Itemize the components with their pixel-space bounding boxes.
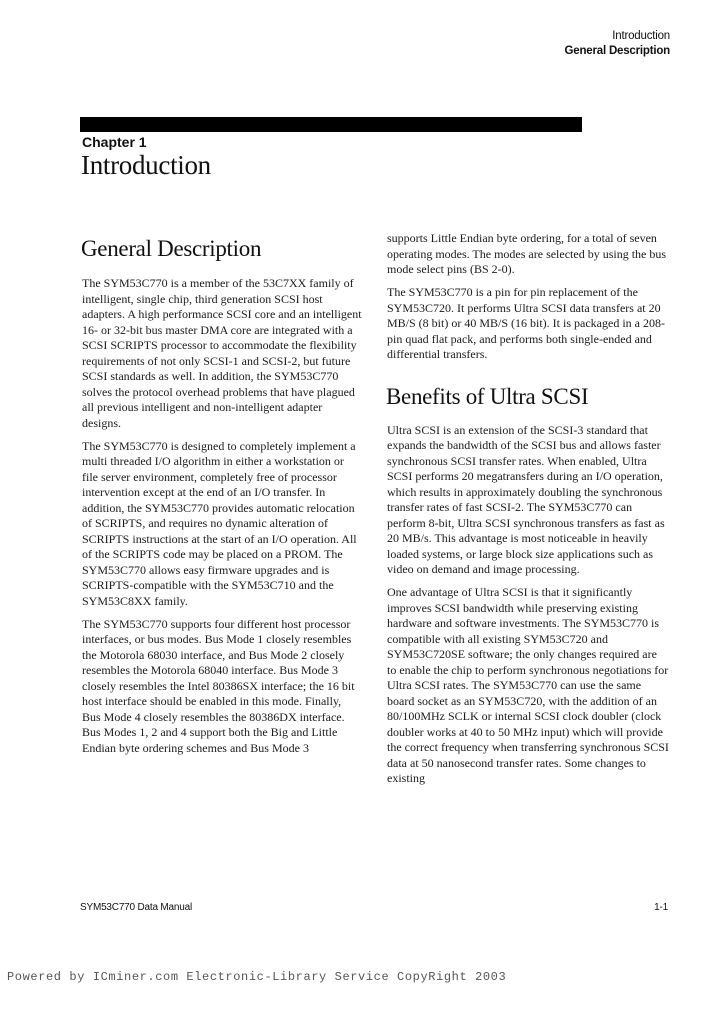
right-column: [387, 231, 669, 794]
paragraph: The SYM53C770 is designed to completely implement a multi threaded I/O algorithm in either a workstation or file server environment, completely free of processor intervention except at the end of an I/O transfer. In addition, the SYM53C770 provides automatic relocation of SCRIPTS, and requires no dynamic alteration of SCRIPTS instructions at the start of an I/O operation. All of the SCRIPTS code may be placed on a PROM. The SYM53C770 allows easy firmware upgrades and is SCRIPTS-compatible with the SYM53C710 and the SYM53C8XX family.: [82, 438, 357, 608]
paragraph: One advantage of Ultra SCSI is that it significantly improves SCSI bandwidth while preserving existing hardware and software investments. The SYM53C770 is compatible with all existing SYM53C720 and SYM53C720SE software; the only changes required are to enable the chip to perform synchronous negotiations for Ultra SCSI rates. The SYM53C770 can use the same board socket as an SYM53C720, with the addition of an 80/100MHz SCLK or internal SCSI clock doubler (clock doubler works at 40 to 50 MHz input) which will provide the correct frequency when transferring synchronous SCSI data at 50 nanosecond transfer rates. Some changes to existing: [387, 585, 669, 785]
footer-page-number: 1-1: [654, 902, 668, 913]
chapter-label: Chapter 1: [82, 134, 147, 150]
running-header-subsection: General Description: [564, 45, 670, 57]
paragraph: The SYM53C770 supports four different host processor interfaces, or bus modes. Bus Mode 1 closely resembles the Motorola 68030 interface, and Bus Mode 2 closely resembles the Motorola 68040 interface. Bus Mode 3 closely resembles the Intel 80386SX interface; the 16 bit host interface should be enabled in this mode. Finally, Bus Mode 4 closely resembles the 80386DX interface. Bus Modes 1, 2 and 4 support both the Big and Little Endian byte ordering schemes and Bus Mode 3: [82, 616, 355, 755]
watermark: Powered by ICminer.com Electronic-Library Service CopyRight 2003: [7, 970, 507, 984]
paragraph: The SYM53C770 is a member of the 53C7XX family of intelligent, single chip, third generation SCSI host adapters. A high performance SCSI core and an intelligent 16- or 32-bit bus master DMA core are integrated with a SCSI SCRIPTS processor to accommodate the flexibility requirements of not only SCSI-1 and SCSI-2, but future SCSI standards as well. In addition, the SYM53C770 solves the protocol overhead problems that have plagued all previous intelligent and non-intelligent adapter designs.: [82, 276, 362, 430]
paragraph: supports Little Endian byte ordering, for a total of seven operating modes. The modes are selected by using the bus mode select pins (BS 2-0).: [387, 231, 667, 276]
left-column: [82, 276, 362, 764]
paragraph: Ultra SCSI is an extension of the SCSI-3 standard that expands the bandwidth of the SCSI bus and allows faster synchronous SCSI transfer rates. When enabled, Ultra SCSI performs 20 megatransfers during an I/O operation, which results in approximately doubling the synchronous transfer rates of fast SCSI-2. The SYM53C770 can perform 8-bit, Ultra SCSI synchronous transfers as fast as 20 MB/s. This advantage is most noticeable in heavily loaded systems, or large block size applications such as video on demand and image processing.: [387, 422, 665, 576]
section-heading-general-description: General Description: [81, 236, 262, 261]
chapter-title: Introduction: [81, 150, 211, 180]
footer-manual-title: SYM53C770 Data Manual: [80, 902, 192, 913]
section-heading-benefits-ultra-scsi: Benefits of Ultra SCSI: [386, 383, 589, 409]
chapter-rule: [80, 117, 582, 132]
paragraph: The SYM53C770 is a pin for pin replacement of the SYM53C720. It performs Ultra SCSI data transfers at 20 MB/S (8 bit) or 40 MB/S (16 bit). It is packaged in a 208-pin quad flat pack, and performs both single-ended and differential transfers.: [387, 285, 665, 361]
running-header-section: Introduction: [612, 30, 670, 42]
